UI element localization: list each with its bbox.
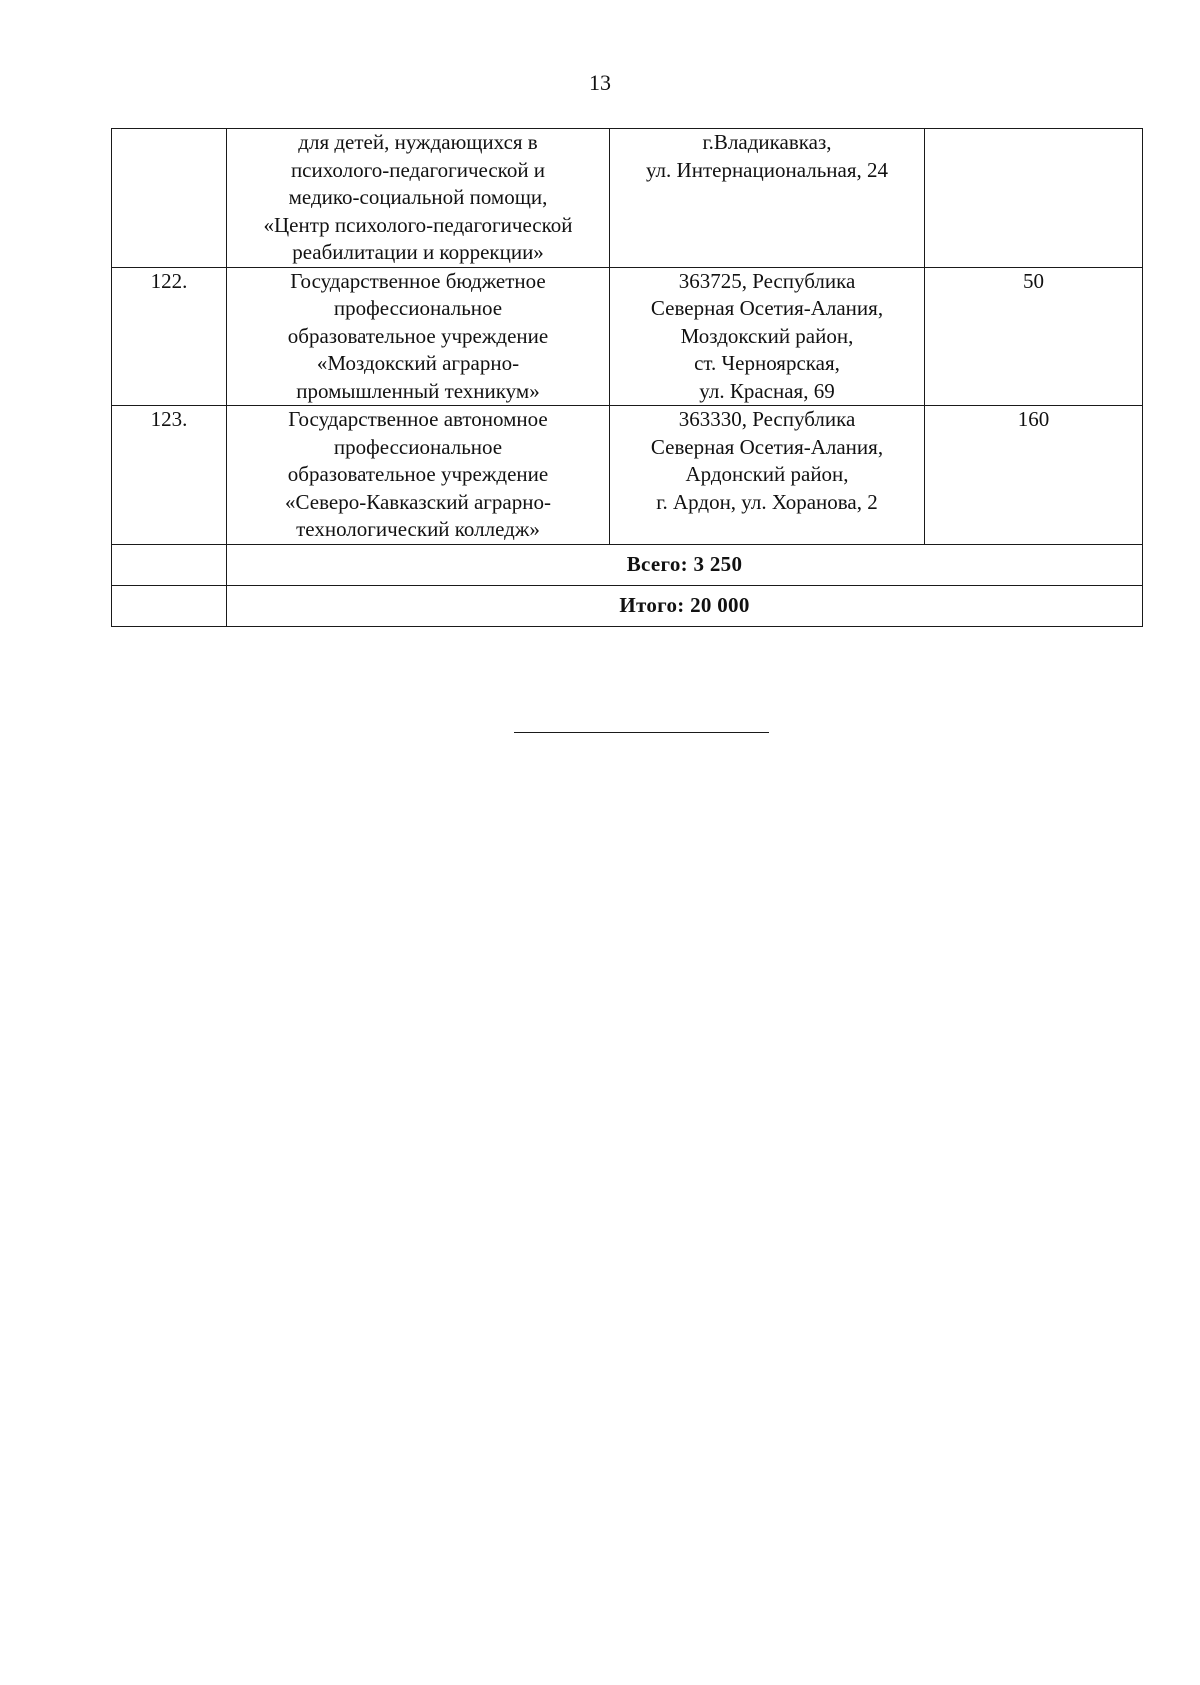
institution-name-line: психолого-педагогической и [290,157,546,182]
subtotal-empty-cell [112,544,227,585]
end-of-document-rule [514,732,769,733]
institutions-table [111,128,1143,627]
institution-address [610,406,925,545]
institution-name-line: образовательное учреждение [287,462,549,486]
institution-name-line: технологический колледж» [296,517,540,541]
table-row [112,406,1143,545]
page-number: 13 [589,70,611,95]
institution-address [610,129,925,268]
institution-name [227,129,610,268]
row-number: 122. [112,267,227,406]
institution-name [227,267,610,406]
institution-name [227,406,610,545]
institution-name-line: Государственное автономное [288,407,548,431]
institution-quantity [925,129,1143,268]
institution-address-line: 363725, Республика [678,268,856,293]
institution-address-line: г. Ардон, ул. Хоранова, 2 [656,489,878,514]
institution-name-line: промышленный техникум» [296,378,540,403]
institution-name-line: «Моздокский аграрно- [316,351,520,375]
table-row [112,129,1143,268]
institution-address-line: Ардонский район, [685,462,849,486]
table-row [112,267,1143,406]
institution-name-line: медико-социальной помощи, [288,185,548,209]
institution-name-line: реабилитации и коррекции» [292,240,544,264]
institution-address [610,267,925,406]
grand-total-row [112,585,1143,626]
institution-name-line: профессиональное [333,434,503,459]
institution-quantity: 160 [925,406,1143,545]
institution-name-line: «Центр психолого-педагогической [263,212,573,237]
subtotal-value: Всего: 3 250 [227,544,1143,585]
institution-name-line: для детей, нуждающихся в [298,130,538,154]
institution-address-line: 363330, Республика [678,407,856,431]
institution-address-line: ул. Красная, 69 [699,378,835,403]
row-number [112,129,227,268]
institution-name-line: профессиональное [333,296,503,320]
institution-name-line: «Северо-Кавказский аграрно- [285,489,551,514]
grand-total-empty-cell [112,585,227,626]
institution-quantity: 50 [925,267,1143,406]
subtotal-row [112,544,1143,585]
institution-name-line: Государственное бюджетное [290,268,546,293]
row-number: 123. [112,406,227,545]
institution-address-line: ул. Интернациональная, 24 [645,157,888,182]
institution-address-line: Северная Осетия-Алания, [650,434,884,459]
institution-address-line: Моздокский район, [680,323,854,348]
institution-address-line: г.Владикавказ, [702,130,832,154]
institution-name-line: образовательное учреждение [287,323,549,348]
grand-total-value: Итого: 20 000 [227,585,1143,626]
institution-address-line: ст. Черноярская, [694,351,840,375]
institution-address-line: Северная Осетия-Алания, [650,296,884,320]
